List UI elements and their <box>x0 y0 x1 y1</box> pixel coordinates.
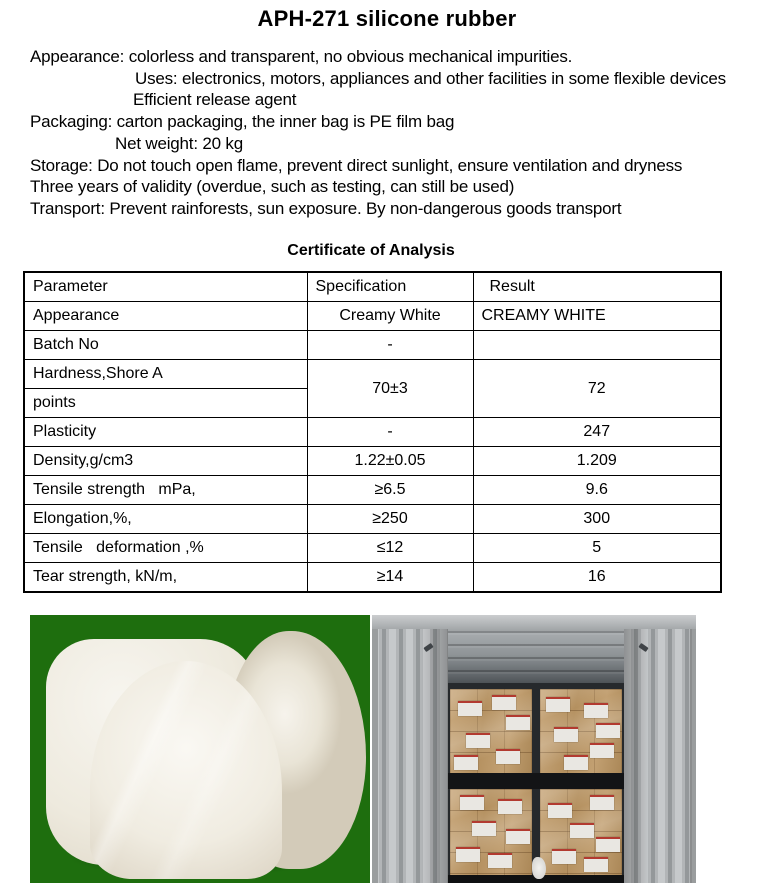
result-tensile-strength: 9.6 <box>473 476 721 505</box>
description-line-storage: Storage: Do not touch open flame, prevent direct sunlight, ensure ventilation and dryness <box>30 155 683 175</box>
coa-row-elongation <box>24 505 721 534</box>
carton-label <box>584 703 608 718</box>
carton-label <box>458 701 482 716</box>
result-batch-no <box>473 331 721 360</box>
description-line-release-agent: Efficient release agent <box>133 90 297 110</box>
carton-stack <box>540 689 622 773</box>
container-wall-left <box>372 629 448 883</box>
carton-label <box>548 803 572 818</box>
coa-header-parameter: Parameter <box>24 272 307 302</box>
product-description <box>30 46 766 220</box>
description-line-packaging: Packaging: carton packaging, the inner bag is PE film bag <box>30 112 455 132</box>
carton-label <box>506 715 530 730</box>
coa-row-plasticity <box>24 418 721 447</box>
carton-label <box>590 795 614 810</box>
carton-label <box>552 849 576 864</box>
spec-batch-no: - <box>307 331 473 360</box>
container-corner-post-left <box>372 629 378 883</box>
result-tear-strength: 16 <box>473 563 721 593</box>
param-tear-strength: Tear strength, kN/m, <box>24 563 307 593</box>
carton-label <box>590 743 614 758</box>
product-photo <box>30 615 370 883</box>
result-hardness: 72 <box>473 360 721 418</box>
description-line-appearance: Appearance: colorless and transparent, no obvious mechanical impurities. <box>30 47 573 66</box>
carton-stack <box>450 789 532 875</box>
result-elongation: 300 <box>473 505 721 534</box>
spec-tensile-strength: ≥6.5 <box>307 476 473 505</box>
plastic-wrap-bit <box>532 857 546 879</box>
param-batch-no: Batch No <box>24 331 307 360</box>
result-tensile-deformation: 5 <box>473 534 721 563</box>
carton-label <box>596 723 620 738</box>
description-line-net-weight: Net weight: 20 kg <box>115 133 243 153</box>
carton-label <box>454 755 478 770</box>
carton-label <box>584 857 608 872</box>
coa-row-batch-no <box>24 331 721 360</box>
container-opening <box>448 683 624 883</box>
carton-label <box>456 847 480 862</box>
carton-label <box>492 695 516 710</box>
coa-row-tear-strength <box>24 563 721 593</box>
carton-label <box>554 727 578 742</box>
carton-label <box>460 795 484 810</box>
container-ceiling <box>448 631 624 683</box>
spec-hardness: 70±3 <box>307 360 473 418</box>
coa-row-tensile-deformation <box>24 534 721 563</box>
carton-label <box>570 823 594 838</box>
carton-tier-upper <box>448 689 624 773</box>
carton-label <box>546 697 570 712</box>
param-tensile-deformation: Tensile deformation ,% <box>24 534 307 563</box>
coa-table <box>23 271 722 593</box>
carton-label <box>498 799 522 814</box>
container-wall-right <box>624 629 696 883</box>
param-elongation: Elongation,%, <box>24 505 307 534</box>
param-appearance: Appearance <box>24 302 307 331</box>
container-corner-post-right <box>690 629 696 883</box>
carton-stack <box>540 789 622 875</box>
param-tensile-strength: Tensile strength mPa, <box>24 476 307 505</box>
spec-tear-strength: ≥14 <box>307 563 473 593</box>
carton-label <box>472 821 496 836</box>
description-line-transport: Transport: Prevent rainforests, sun exposure. By non-dangerous goods transport <box>30 198 622 218</box>
result-appearance: CREAMY WHITE <box>473 302 721 331</box>
spec-appearance: Creamy White <box>307 302 473 331</box>
coa-header-row <box>24 272 721 302</box>
param-density: Density,g/cm3 <box>24 447 307 476</box>
param-hardness-points: points <box>24 389 307 418</box>
coa-header-specification: Specification <box>307 272 473 302</box>
carton-label <box>466 733 490 748</box>
result-density: 1.209 <box>473 447 721 476</box>
description-line-validity: Three years of validity (overdue, such as testing, can still be used) <box>30 177 515 197</box>
result-plasticity: 247 <box>473 418 721 447</box>
spec-tensile-deformation: ≤12 <box>307 534 473 563</box>
container-photo <box>372 615 696 883</box>
carton-label <box>488 853 512 868</box>
coa-row-appearance <box>24 302 721 331</box>
coa-row-hardness <box>24 360 721 389</box>
carton-label <box>596 837 620 852</box>
coa-header-result: Result <box>473 272 721 302</box>
description-line-uses: Uses: electronics, motors, appliances and other facilities in some flexible devices <box>135 68 726 88</box>
spec-elongation: ≥250 <box>307 505 473 534</box>
param-hardness: Hardness,Shore A <box>24 360 307 389</box>
coa-row-tensile-strength <box>24 476 721 505</box>
carton-label <box>506 829 530 844</box>
spec-plasticity: - <box>307 418 473 447</box>
coa-row-density <box>24 447 721 476</box>
param-plasticity: Plasticity <box>24 418 307 447</box>
spec-density: 1.22±0.05 <box>307 447 473 476</box>
carton-stack <box>450 689 532 773</box>
product-title: APH-271 silicone rubber <box>257 6 517 31</box>
coa-title: Certificate of Analysis <box>287 242 455 259</box>
pallet-divider <box>448 773 624 789</box>
carton-label <box>564 755 588 770</box>
carton-label <box>496 749 520 764</box>
